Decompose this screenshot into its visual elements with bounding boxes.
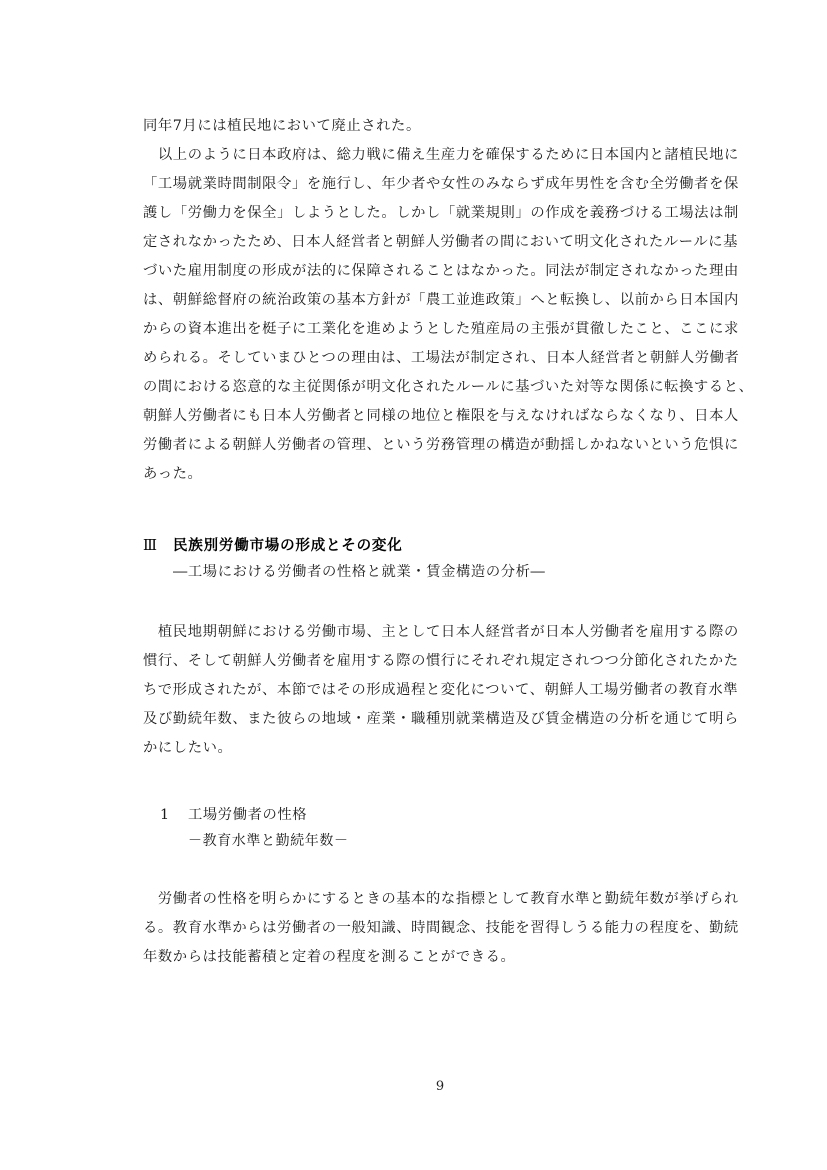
paragraph1-line-9: められる。そしていまひとつの理由は、工場法が制定され、日本人経営者と朝鮮人労働者 — [143, 350, 740, 366]
paragraph2-line-1: 植民地期朝鮮における労働市場、主として日本人経営者が日本人労働者を雇用する際の — [143, 624, 739, 640]
paragraph1-line-6: づいた雇用制度の形成が法的に保障されることはなかった。同法が制定されなかった理由 — [143, 263, 739, 279]
paragraph1-line-7: は、朝鮮総督府の統治政策の基本方針が「農工並進政策」へと転換し、以前から日本国内 — [143, 292, 739, 308]
subsection-number: 1 — [160, 807, 170, 823]
paragraph1-line-12: 労働者による朝鮮人労働者の管理、という労務管理の構造が動揺しかねないという危惧に — [143, 437, 739, 453]
paragraph3-line-1: 労働者の性格を明らかにするときの基本的な指標として教育水準と勤続年数が挙げられ — [143, 891, 739, 907]
paragraph3-line-3: 年数からは技能蓄積と定着の程度を測ることができる。 — [143, 949, 516, 965]
paragraph3-line-2: る。教育水準からは労働者の一般知識、時間観念、技能を習得しうる能力の程度を、勤続 — [143, 920, 739, 936]
paragraph1-line-5: 定されなかったため、日本人経営者と朝鮮人労働者の間において明文化されたルールに基 — [143, 234, 739, 250]
paragraph2-line-3: ちで形成されたが、本節ではその形成過程と変化について、朝鮮人工場労働者の教育水準 — [143, 682, 739, 698]
paragraph1-line-3: 「工場就業時間制限令」を施行し、年少者や女性のみならず成年男性を含む全労働者を保 — [143, 176, 739, 192]
page-number: 9 — [435, 1079, 445, 1094]
section-number: Ⅲ — [143, 538, 158, 554]
paragraph2-line-2: 慣行、そして朝鮮人労働者を雇用する際の慣行にそれぞれ規定されつつ分節化されたかた — [143, 653, 739, 669]
subsection-subtitle: －教育水準と勤続年数－ — [188, 833, 349, 849]
section-heading — [143, 534, 403, 555]
paragraph1-line-1: 同年7月には植民地において廃止された。 — [143, 118, 421, 134]
paragraph1-line-2: 以上のように日本政府は、総力戦に備え生産力を確保するために日本国内と諸植民地に — [143, 147, 739, 163]
section-subtitle: ―工場における労働者の性格と就業・賃金構造の分析― — [173, 564, 546, 580]
paragraph1-line-11: 朝鮮人労働者にも日本人労働者と同様の地位と権限を与えなければならなくなり、日本人 — [143, 408, 739, 424]
paragraph1-line-4: 護し「労働力を保全」しようとした。しかし「就業規則」の作成を義務づける工場法は制 — [143, 205, 739, 221]
section-title: 民族別労働市場の形成とその変化 — [173, 537, 403, 554]
paragraph2-line-4: 及び勤続年数、また彼らの地域・産業・職種別就業構造及び賃金構造の分析を通じて明ら — [143, 711, 739, 727]
subsection-title: 工場労働者の性格 — [188, 807, 308, 823]
subsection-heading — [160, 804, 307, 824]
paragraph1-line-13: あった。 — [143, 466, 203, 482]
paragraph1-line-8: からの資本進出を梃子に工業化を進めようとした殖産局の主張が貫徹したこと、ここに求 — [143, 321, 739, 337]
paragraph1-line-10: の間における恣意的な主従関係が明文化されたルールに基づいた対等な関係に転換すると、 — [143, 379, 754, 395]
paragraph2-line-5: かにしたい。 — [143, 740, 233, 756]
